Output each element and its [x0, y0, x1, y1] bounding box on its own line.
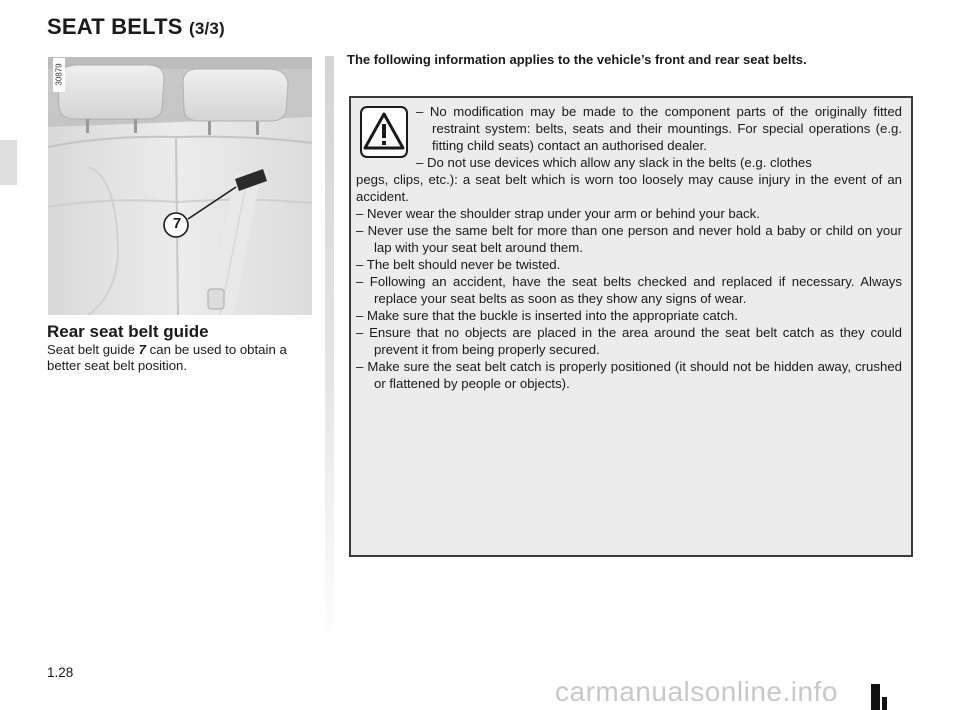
chapter-side-tab [0, 140, 17, 185]
page-number: 1.28 [47, 665, 74, 680]
page-title-part: (3/3) [188, 19, 225, 38]
watermark-text[interactable]: carmanualsonline.info [555, 676, 838, 707]
warning-item: – No modification may be made to the component parts of the originally fitted restraint system: belts, seats and their mountings. For special operations (e.g. fitting child seats) contact an authorised dealer. [416, 104, 902, 153]
photo-reference [53, 58, 65, 92]
page-title-text: SEAT BELTS [47, 14, 183, 39]
column-divider [325, 56, 334, 646]
section-body-ref: 7 [138, 342, 146, 357]
warning-list [356, 103, 902, 392]
warning-item [356, 154, 902, 205]
warning-item: – Ensure that no objects are placed in the area around the seat belt catch as they could prevent it from being properly secured. [356, 325, 902, 357]
section-body [47, 342, 319, 374]
section-body-after: can be used to obtain a better seat belt position. [47, 342, 287, 373]
warning-item: – The belt should never be twisted. [356, 257, 561, 272]
photo-reference-number: 30879 [54, 63, 64, 86]
corner-marker-small [882, 697, 887, 710]
warning-item: – Make sure that the buckle is inserted into the appropriate catch. [356, 308, 738, 323]
section-body-before: Seat belt guide [47, 342, 139, 357]
section-heading: Rear seat belt guide [47, 322, 209, 341]
warning-item-start: – Do not use devices which allow any slack in the belts (e.g. clothes [416, 155, 812, 170]
rear-seat-photo [48, 57, 312, 315]
warning-item: – Never use the same belt for more than one person and never hold a baby or child on your lap with your seat belt around them. [356, 223, 902, 255]
corner-marker [871, 684, 880, 710]
warning-item-continuation: pegs, clips, etc.): a seat belt which is worn too loosely may cause injury in the event of an accident. [356, 172, 902, 204]
warning-item: – Make sure the seat belt catch is properly positioned (it should not be hidden away, crushed or flattened by people or objects). [356, 359, 902, 391]
page-title [47, 14, 225, 40]
warning-item: – Following an accident, have the seat belts checked and replaced if necessary. Always replace your seat belts as soon as they show any signs of wear. [356, 274, 902, 306]
callout-number: 7 [172, 215, 182, 232]
intro-text: The following information applies to the vehicle’s front and rear seat belts. [347, 52, 807, 67]
warning-item: – Never wear the shoulder strap under your arm or behind your back. [356, 206, 760, 221]
